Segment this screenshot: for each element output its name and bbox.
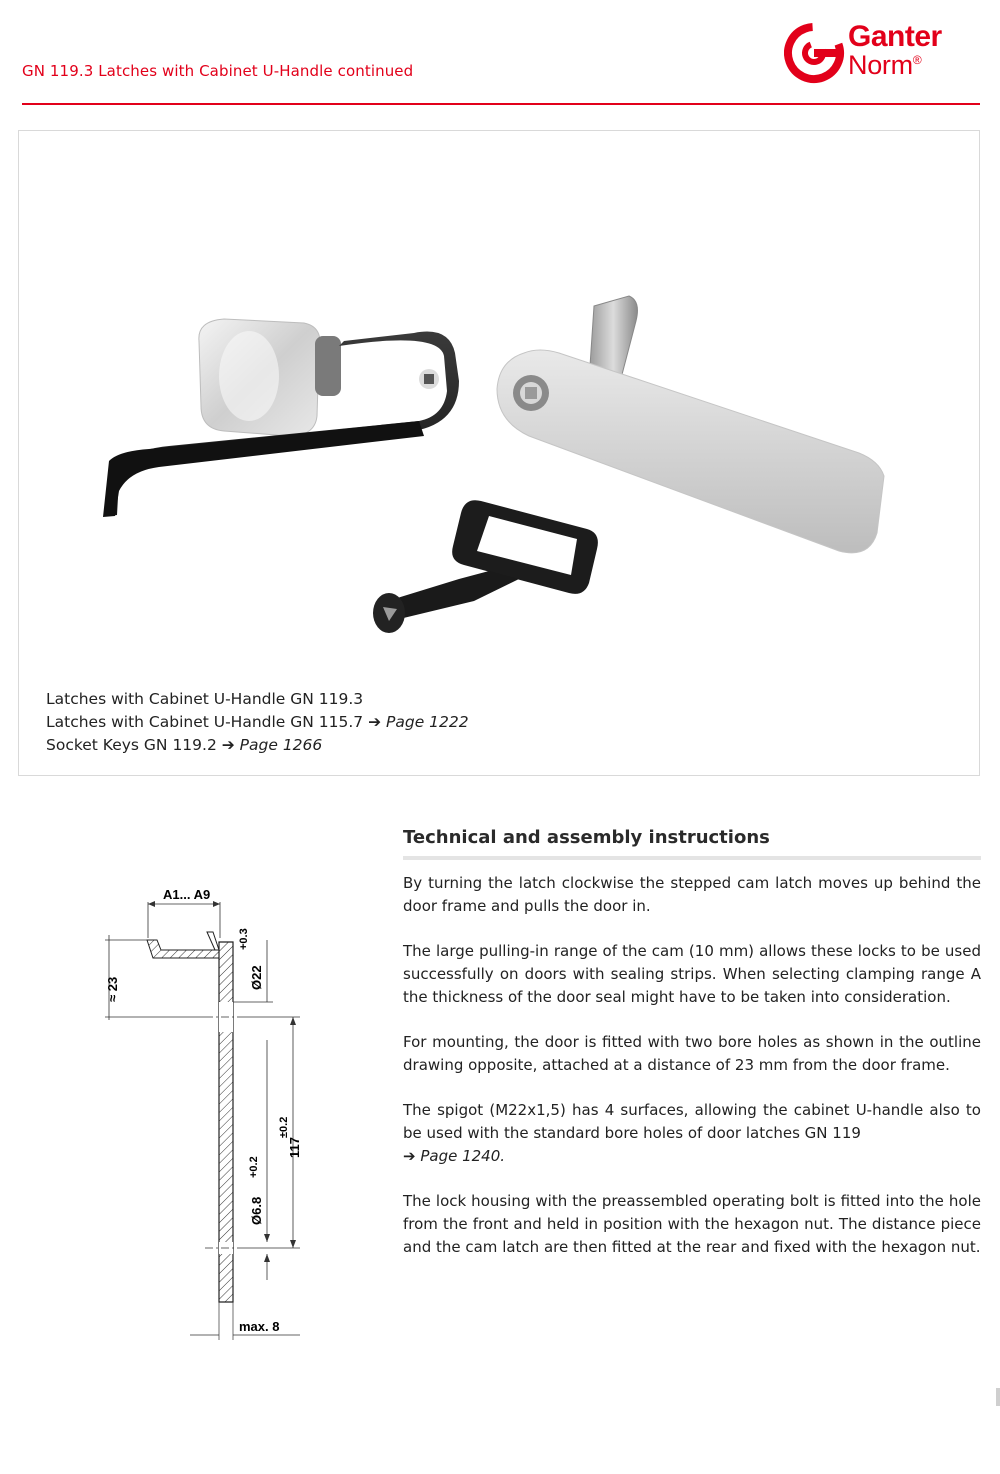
technical-drawing bbox=[95, 880, 325, 1350]
dim-bore-small-tol: +0.2 bbox=[248, 1156, 260, 1178]
photo-caption bbox=[46, 688, 469, 757]
page-edge-mark bbox=[996, 1388, 1000, 1406]
dim-bore-large-tol: +0.3 bbox=[238, 928, 250, 950]
ganter-norm-logo bbox=[784, 22, 984, 84]
page-ref-link[interactable]: Page 1222 bbox=[386, 713, 469, 731]
dim-offset-label: ≈ 23 bbox=[105, 976, 120, 1002]
socket-key bbox=[373, 500, 598, 633]
dim-width-label: A1... A9 bbox=[163, 887, 211, 902]
clear-cam-latch bbox=[199, 319, 341, 436]
instructions-paragraph: By turning the latch clockwise the stepped cam latch moves up behind the door frame and pulls the door in. bbox=[403, 874, 981, 915]
instructions-body bbox=[403, 872, 981, 1281]
silver-u-handle bbox=[497, 296, 884, 553]
instructions-paragraph: The large pulling-in range of the cam (10 mm) allows these locks to be used successfully on doors with sealing strips. When selecting clamping range A the thickness of the door seal might have to be taken into consideration. bbox=[403, 942, 981, 1006]
instructions-paragraph: The lock housing with the preassembled operating bolt is fitted into the hole from the front and held in position with the hexagon nut. The distance piece and the cam latch are then fitted at the rear and fixed with the hexagon nut. bbox=[403, 1192, 981, 1256]
section-rule bbox=[403, 856, 981, 860]
dim-bore-small-label: Ø6.8 bbox=[249, 1196, 264, 1225]
dim-spacing-label: 117 bbox=[287, 1137, 302, 1158]
instructions-paragraph: For mounting, the door is fitted with two bore holes as shown in the outline drawing opposite, attached at a distance of 23 mm from the door frame. bbox=[403, 1033, 981, 1074]
dim-max-label: max. 8 bbox=[239, 1319, 280, 1334]
page-ref-link[interactable]: Page 1266 bbox=[239, 736, 323, 754]
instructions-title: Technical and assembly instructions bbox=[403, 827, 770, 848]
caption-line-gn-119-3: Latches with Cabinet U-Handle GN 119.3 bbox=[46, 690, 364, 708]
ganter-logo-mark-icon bbox=[784, 22, 846, 84]
instructions-paragraph: The spigot (M22x1,5) has 4 surfaces, allowing the cabinet U-handle also to be used with the standard bore holes of door latches GN 119 ➔ Page 1240. bbox=[403, 1101, 981, 1165]
logo-text-ganter: Ganter bbox=[848, 20, 942, 53]
caption-line-gn-115-7[interactable]: Latches with Cabinet U-Handle GN 115.7 ➔ Page 1222 bbox=[46, 713, 469, 731]
dim-spacing-tol: ±0.2 bbox=[278, 1116, 290, 1138]
dim-bore-large-label: Ø22 bbox=[249, 965, 264, 990]
header-rule bbox=[22, 103, 980, 105]
logo-text-norm: Norm® bbox=[848, 50, 922, 80]
page-header-title: GN 119.3 Latches with Cabinet U-Handle continued bbox=[22, 62, 414, 80]
product-photo bbox=[19, 131, 979, 681]
caption-line-gn-119-2[interactable]: Socket Keys GN 119.2 ➔ Page 1266 bbox=[46, 736, 323, 754]
page-ref-link[interactable]: Page 1240. bbox=[420, 1147, 506, 1165]
product-photo-box bbox=[18, 130, 980, 776]
